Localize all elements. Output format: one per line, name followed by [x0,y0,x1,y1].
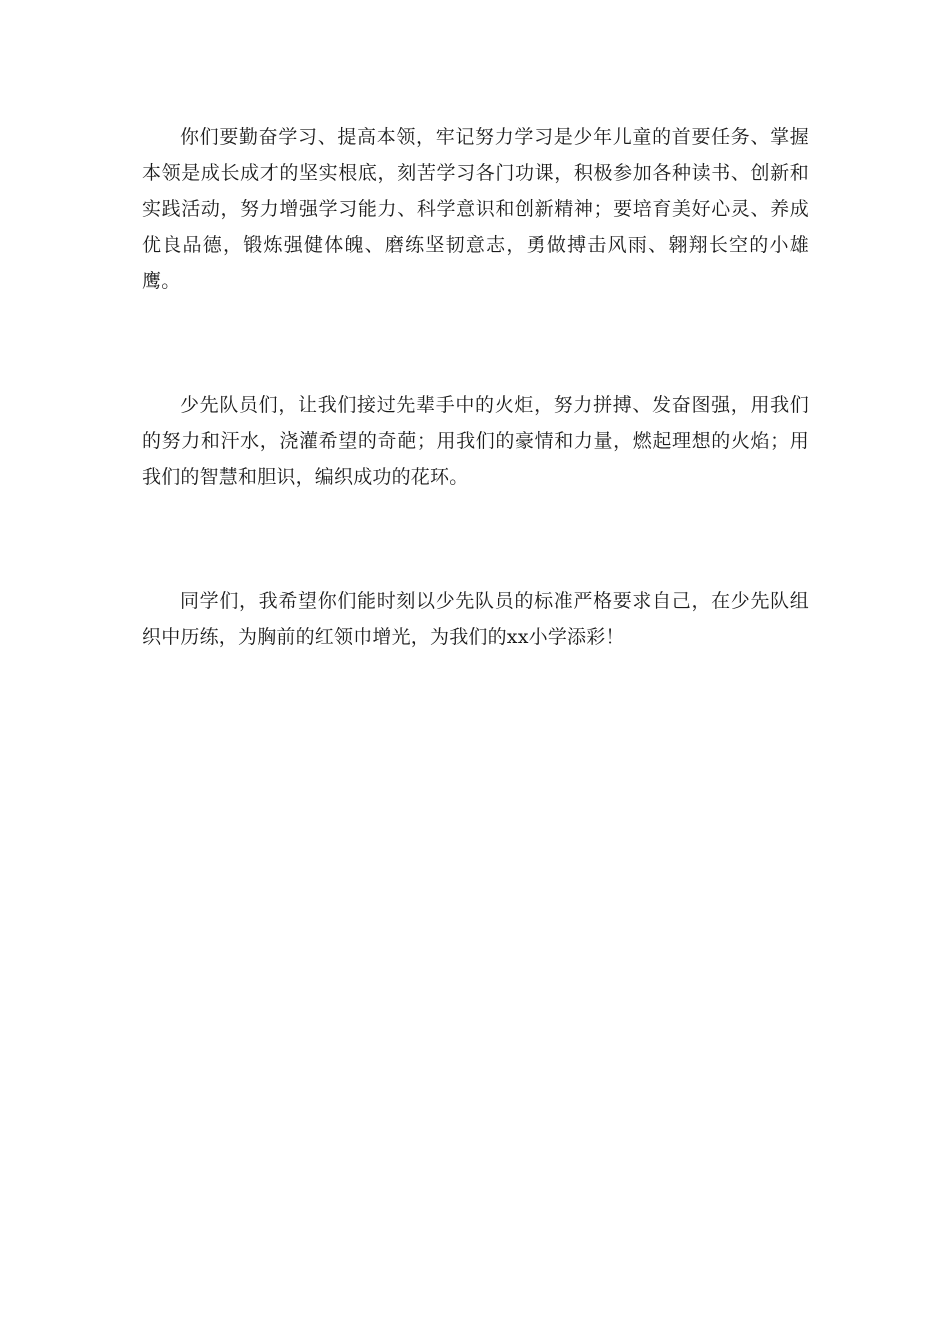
paragraph-study: 你们要勤奋学习、提高本领，牢记努力学习是少年儿童的首要任务、掌握本领是成长成才的坚实根底，刻苦学习各门功课，积极参加各种读书、创新和实践活动，努力增强学习能力、科学意识和创新精神；要培育美好心灵、养成优良品德，锻炼强健体魄、磨练坚韧意志，勇做搏击风雨、翱翔长空的小雄鹰。 [142,126,809,292]
paragraph-torch: 少先队员们，让我们接过先辈手中的火炬，努力拼搏、发奋图强，用我们的努力和汗水，浇灌希望的奇葩；用我们的豪情和力量，燃起理想的火焰；用我们的智慧和胆识，编织成功的花环。 [142,394,809,488]
document-body [142,119,809,655]
paragraph-classmates: 同学们，我希望你们能时刻以少先队员的标准严格要求自己，在少先队组织中历练，为胸前的红领巾增光，为我们的xx小学添彩！ [142,590,809,648]
